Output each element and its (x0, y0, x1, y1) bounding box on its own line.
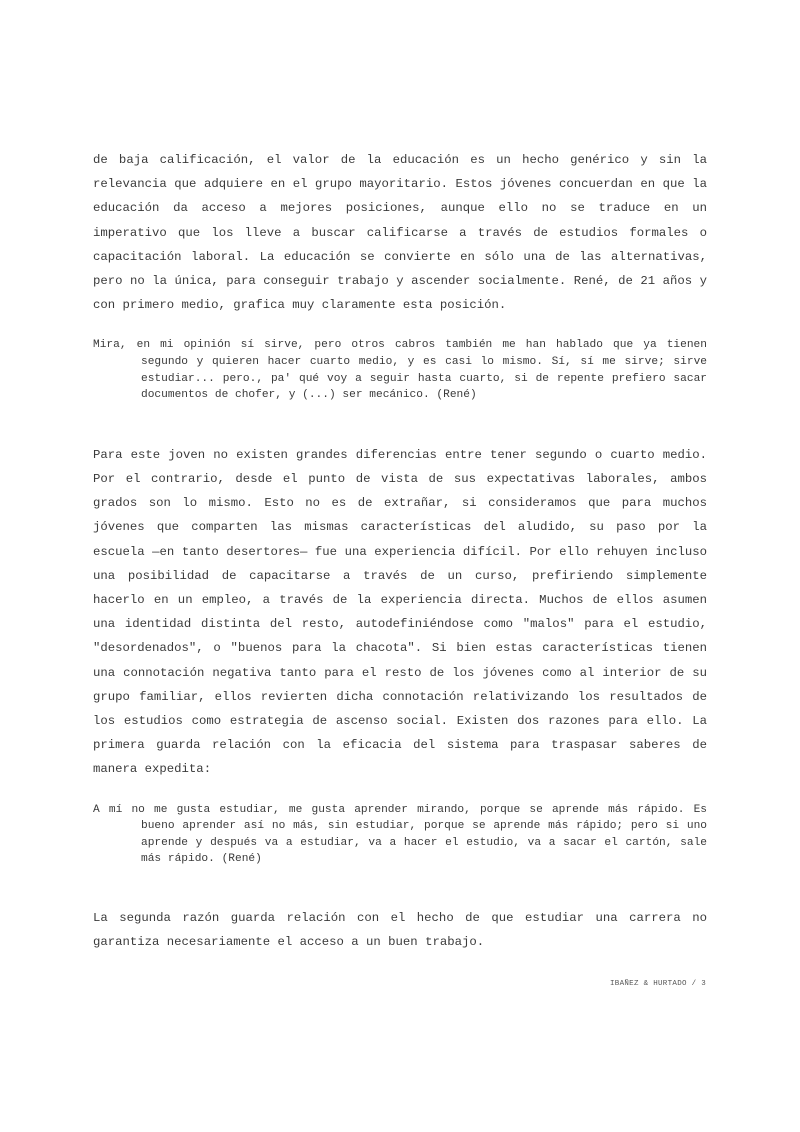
page-body (93, 148, 707, 954)
block-quote-2: A mí no me gusta estudiar, me gusta aprender mirando, porque se aprende más rápido. Es bueno aprender así no más, sin estudiar, porque se aprende más rápido; pero si uno aprende y después va a estudiar, va a hacer el estudio, va a sacar el cartón, sale más rápido. (René) (93, 803, 707, 866)
body-paragraph-2: Para este joven no existen grandes diferencias entre tener segundo o cuarto medio. Por el contrario, desde el punto de vista de sus expectativas laborales, ambos grados son lo mismo. Esto no es de extrañar, si consideramos que para muchos jóvenes que comparten las mismas características del aludido, su paso por la escuela —en tanto desertores— fue una experiencia difícil. Por ello rehuyen incluso una posibilidad de capacitarse a través de un curso, prefiriendo simplemente hacerlo en un empleo, a través de la experiencia directa. Muchos de ellos asumen una identidad distinta del resto, autodefiniéndose como "malos" para el estudio, "desordenados", o "buenos para la chacota". Si bien estas características tienen una connotación negativa tanto para el resto de los jóvenes como al interior de su grupo familiar, ellos revierten dicha connotación relativizando los resultados de los estudios como estrategia de ascenso social. Existen dos razones para ello. La primera guarda relación con la eficacia del sistema para traspasar saberes de manera expedita: (93, 447, 707, 777)
body-paragraph-3: La segunda razón guarda relación con el hecho de que estudiar una carrera no garantiza necesariamente el acceso a un buen trabajo. (93, 911, 707, 950)
running-footer: IBAÑEZ & HURTADO / 3 (609, 980, 706, 988)
block-quote-1: Mira, en mi opinión sí sirve, pero otros cabros también me han hablado que ya tienen segundo y quieren hacer cuarto medio, y es casi lo mismo. Sí, sí me sirve; sirve estudiar... pero., pa' qué voy a seguir hasta cuarto, si de repente prefiero sacar documentos de chofer, y (...) ser mecánico. (René) (93, 339, 707, 402)
body-paragraph-1: de baja calificación, el valor de la educación es un hecho genérico y sin la relevancia que adquiere en el grupo mayoritario. Estos jóvenes concuerdan en que la educación da acceso a mejores posiciones, aunque ello no se traduce en un imperativo que los lleve a buscar calificarse a través de estudios formales o capacitación laboral. La educación se convierte en sólo una de las alternativas, pero no la única, para conseguir trabajo y ascender socialmente. René, de 21 años y con primero medio, grafica muy claramente esta posición. (93, 153, 707, 313)
